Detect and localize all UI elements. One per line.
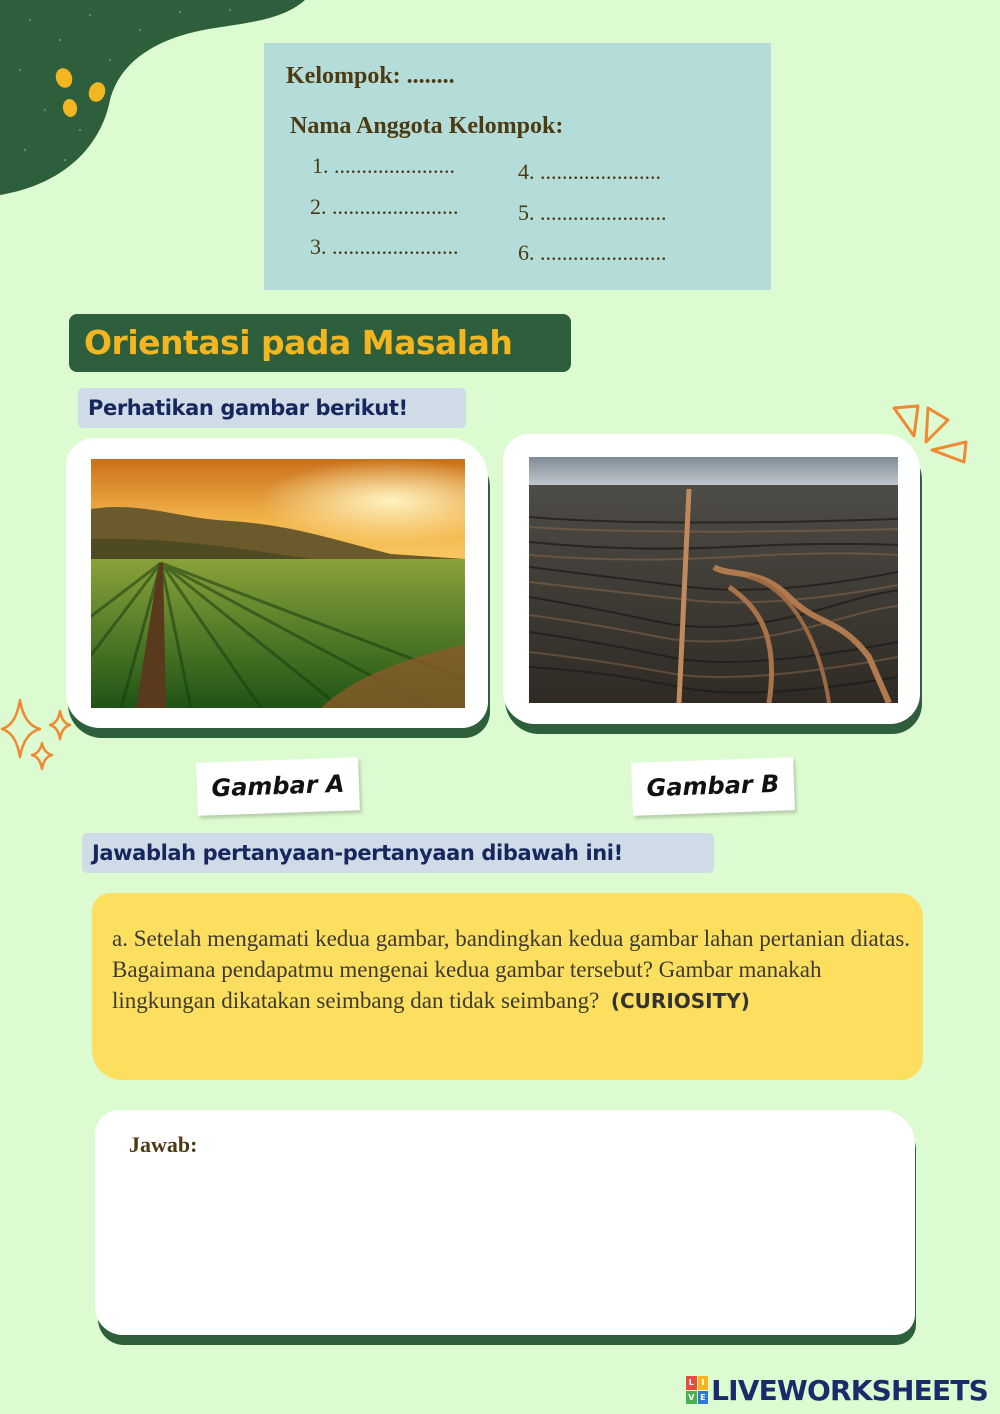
- section-title: Orientasi pada Masalah: [69, 314, 571, 372]
- question-body: a. Setelah mengamati kedua gambar, bandingkan kedua gambar lahan pertanian diatas. Bagaimana pendapatmu mengenai kedua gambar tersebut? Gambar manakah lingkungan dikatakan seimbang dan tidak seimbang?: [112, 926, 911, 1013]
- gambar-b-label: Gambar B: [631, 757, 795, 816]
- brand-name: LIVEWORKSHEETS: [711, 1373, 988, 1407]
- question-text: [112, 923, 922, 1017]
- answer-input[interactable]: [125, 1170, 889, 1314]
- deforested-land-photo: [529, 457, 898, 703]
- brand-logo-letter: I: [698, 1376, 709, 1390]
- brand-logo-icon: [686, 1376, 708, 1404]
- answer-box: [95, 1110, 915, 1335]
- member-slot-6[interactable]: 6. .......................: [518, 240, 667, 265]
- sparkle-decoration: [0, 695, 75, 775]
- yellow-dots-decoration: [50, 62, 120, 127]
- member-slot-1[interactable]: 1. ......................: [312, 153, 455, 178]
- brand-logo-letter: E: [698, 1391, 709, 1405]
- member-slot-5[interactable]: 5. .......................: [518, 200, 667, 225]
- members-label: Nama Anggota Kelompok:: [290, 113, 564, 139]
- member-slot-2[interactable]: 2. .......................: [310, 194, 459, 219]
- answer-label: Jawab:: [129, 1132, 198, 1157]
- member-slot-3[interactable]: 3. .......................: [310, 234, 459, 259]
- member-slot-4[interactable]: 4. ......................: [518, 159, 661, 184]
- liveworksheets-brand: [686, 1373, 988, 1407]
- farm-field-photo: [91, 459, 465, 708]
- brand-logo-letter: V: [686, 1391, 697, 1405]
- question-box: [92, 893, 923, 1080]
- gambar-a-label: Gambar A: [196, 757, 360, 816]
- group-label: Kelompok: ........: [286, 63, 455, 89]
- group-info-box: [264, 43, 771, 290]
- question-tag: (CURIOSITY): [610, 989, 750, 1013]
- answer-instruction: Jawablah pertanyaan-pertanyaan dibawah ini!: [82, 833, 714, 873]
- observe-instruction: Perhatikan gambar berikut!: [78, 388, 466, 428]
- brand-logo-letter: L: [686, 1376, 697, 1390]
